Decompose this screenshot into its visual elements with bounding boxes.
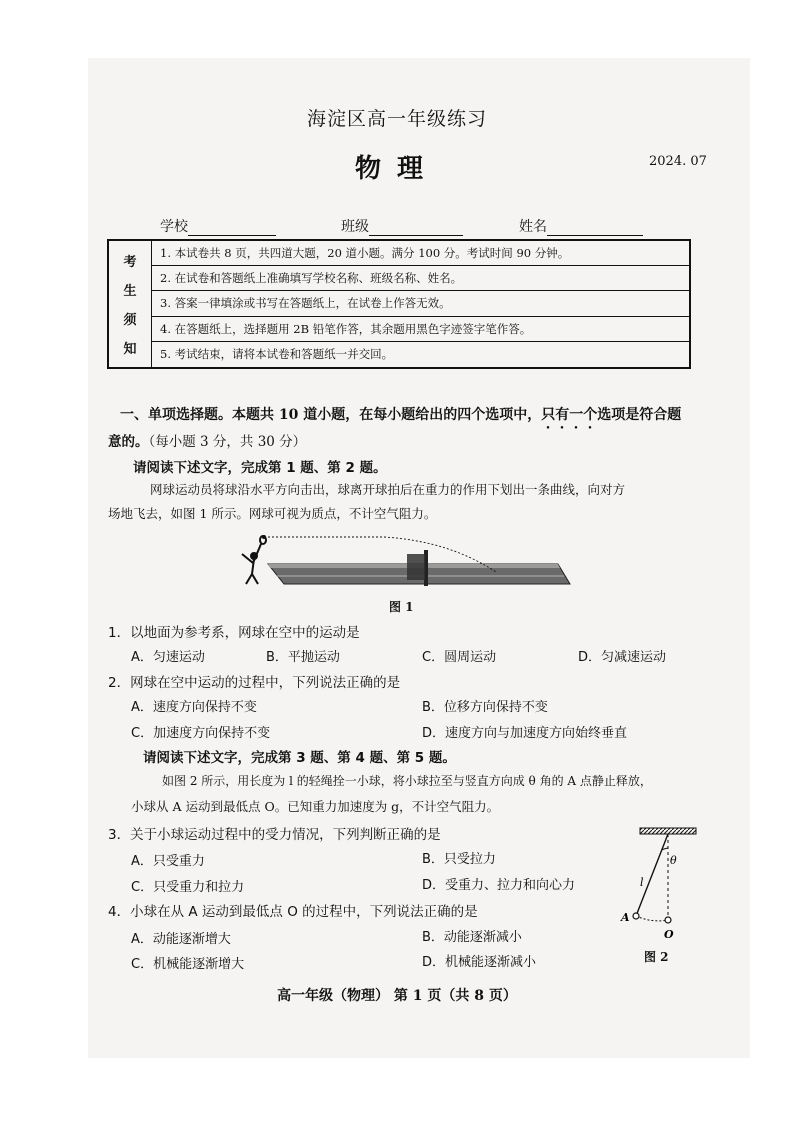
- q1-option-d: D．匀减速运动: [578, 650, 667, 665]
- tennis-court-figure: [234, 532, 574, 598]
- point-a-label: A: [621, 911, 630, 924]
- notice-label-char: 知: [123, 342, 137, 357]
- ball-at-O: [665, 917, 671, 923]
- notice-label-char: 考: [123, 255, 137, 270]
- school-blank: [188, 221, 276, 236]
- q1-option-a: A．匀速运动: [131, 650, 205, 665]
- q2-option-c: C．加速度方向保持不变: [131, 726, 271, 741]
- section-title-emphasis: 只有一个: [541, 407, 598, 423]
- notice-label-char: 生: [123, 284, 137, 299]
- q4-option-a: A．动能逐渐增大: [131, 932, 231, 947]
- q4-option-d: D．机械能逐渐减小: [422, 955, 537, 970]
- q2-option-b: B．位移方向保持不变: [422, 700, 548, 715]
- passage2-instruction: 请阅读下述文字，完成第 3 题、第 4 题、第 5 题。: [143, 750, 456, 766]
- q2-option-d: D．速度方向与加速度方向始终垂直: [422, 726, 628, 741]
- class-field: [341, 216, 463, 236]
- q2-option-a: A．速度方向保持不变: [131, 700, 257, 715]
- notice-row: 2. 在试卷和答题纸上准确填写学校名称、班级名称、姓名。: [152, 266, 689, 291]
- q3-stem: 3．关于小球运动过程中的受力情况，下列判断正确的是: [108, 827, 441, 843]
- q1-stem: 1．以地面为参考系，网球在空中的运动是: [108, 625, 360, 641]
- school-label: 学校: [160, 219, 188, 235]
- length-label: l: [640, 876, 644, 889]
- notice-row: 4. 在答题纸上，选择题用 2B 铅笔作答，其余题用黑色字迹签字笔作答。: [152, 317, 689, 342]
- string: [636, 834, 668, 916]
- passage1-line2: 场地飞去，如图 1 所示。网球可视为质点，不计空气阻力。: [108, 506, 437, 521]
- figure2-caption: 图 2: [644, 950, 669, 964]
- section-title-end: 选项是符合题: [597, 407, 682, 423]
- point-o-label: O: [664, 928, 674, 941]
- q3-option-b: B．只受拉力: [422, 852, 496, 867]
- notice-row: 1. 本试卷共 8 页，共四道大题，20 道小题。满分 100 分。考试时间 90 分钟。: [152, 241, 689, 266]
- notice-label: [109, 241, 152, 367]
- name-label: 姓名: [519, 219, 547, 235]
- subject-title: 物理: [354, 154, 439, 184]
- exam-date: 2024. 07: [649, 154, 707, 169]
- section-title-line2-bold: 意的。: [108, 434, 149, 450]
- q2-stem: 2．网球在空中运动的过程中，下列说法正确的是: [108, 675, 401, 691]
- theta-label: θ: [670, 854, 677, 867]
- q3-option-d: D．受重力、拉力和向心力: [422, 878, 576, 893]
- notice-rows: [152, 241, 689, 367]
- q1-option-b: B．平抛运动: [266, 650, 340, 665]
- passage1-line1: 网球运动员将球沿水平方向击出，球离开球拍后在重力的作用下划出一条曲线，向对方: [150, 482, 626, 497]
- section-title-main: 一、单项选择题。本题共 10 道小题，在每小题给出的四个选项中，: [120, 407, 542, 423]
- section-title-line2: [108, 430, 306, 450]
- q1-option-c: C．圆周运动: [422, 650, 497, 665]
- notice-row: 3. 答案一律填涂或书写在答题纸上，在试卷上作答无效。: [152, 291, 689, 316]
- page-footer: 高一年级（物理） 第 1 页（共 8 页）: [277, 988, 517, 1004]
- exam-notice-box: [107, 239, 691, 369]
- q4-option-b: B．动能逐渐减小: [422, 930, 522, 945]
- q4-option-c: C．机械能逐渐增大: [131, 957, 245, 972]
- name-blank: [547, 221, 643, 236]
- figure1-caption: 图 1: [389, 600, 414, 614]
- class-label: 班级: [341, 219, 369, 235]
- section-title: [120, 404, 681, 432]
- q3-option-a: A．只受重力: [131, 854, 205, 869]
- tennis-player-icon: [242, 536, 266, 584]
- section-score-note: （每小题 3 分，共 30 分）: [148, 434, 307, 450]
- name-field: [519, 216, 643, 236]
- notice-label-char: 须: [123, 313, 137, 328]
- school-field: [160, 216, 276, 236]
- net: [407, 554, 425, 580]
- ceiling: [640, 828, 696, 834]
- passage2-line2: 小球从 A 运动到最低点 O。已知重力加速度为 g，不计空气阻力。: [131, 799, 500, 814]
- pendulum-figure: [612, 822, 712, 952]
- q3-option-c: C．只受重力和拉力: [131, 880, 245, 895]
- notice-row: 5. 考试结束，请将本试卷和答题纸一并交回。: [160, 346, 394, 361]
- swing-arc: [636, 916, 668, 921]
- passage1-instruction: 请阅读下述文字，完成第 1 题、第 2 题。: [133, 460, 387, 476]
- q4-stem: 4．小球在从 A 运动到最低点 O 的过程中，下列说法正确的是: [108, 904, 478, 920]
- class-blank: [369, 221, 463, 236]
- ball-at-A: [633, 913, 639, 919]
- exam-title: 海淀区高一年级练习: [306, 108, 487, 130]
- passage2-line1: 如图 2 所示，用长度为 l 的轻绳拴一小球，将小球拉至与竖直方向成 θ 角的 A 点静止释放，: [162, 774, 652, 788]
